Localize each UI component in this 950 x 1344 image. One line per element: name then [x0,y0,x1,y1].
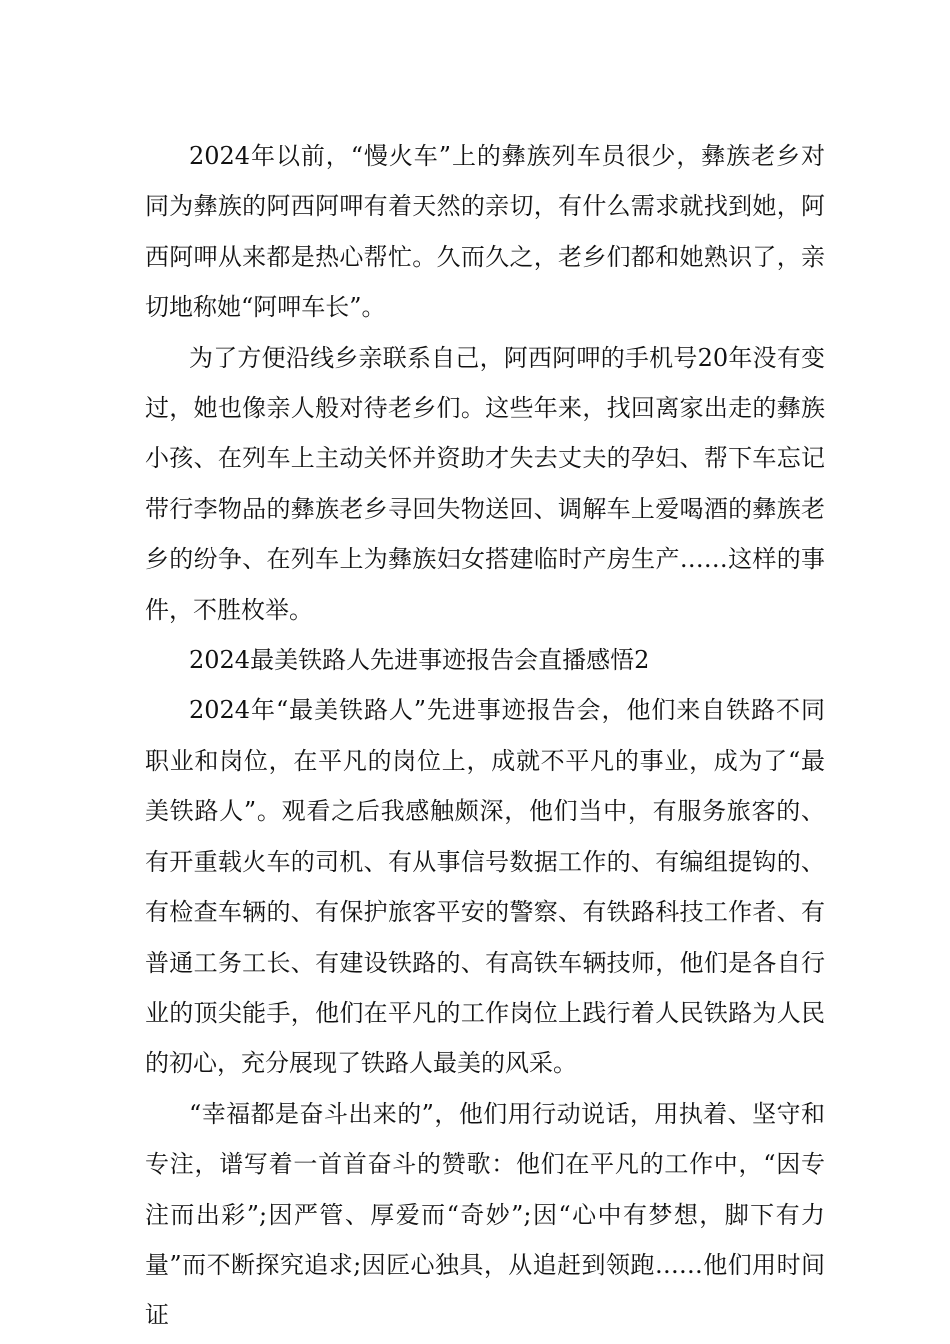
document-body [145,131,825,1341]
section-heading: 2024最美铁路人先进事迹报告会直播感悟2 [189,646,650,675]
paragraph-4: “幸福都是奋斗出来的”，他们用行动说话，用执着、坚守和专注，谱写着一首首奋斗的赞歌：他们在平凡的工作中，“因专注而出彩”;因严管、厚爱而“奇妙”;因“心中有梦想，脚下有力量”而不断探究追求;因匠心独具，从追赶到领跑……他们用时间证 [145,1099,825,1330]
paragraph-1: 2024年以前，“慢火车”上的彝族列车员很少，彝族老乡对同为彝族的阿西阿呷有着天然的亲切，有什么需求就找到她，阿西阿呷从来都是热心帮忙。久而久之，老乡们都和她熟识了，亲切地称她“阿呷车长”。 [145,142,825,322]
paragraph-2: 为了方便沿线乡亲联系自己，阿西阿呷的手机号20年没有变过，她也像亲人般对待老乡们。这些年来，找回离家出走的彝族小孩、在列车上主动关怀并资助才失去丈夫的孕妇、帮下车忘记带行李物品的彝族老乡寻回失物送回、调解车上爱喝酒的彝族老乡的纷争、在列车上为彝族妇女搭建临时产房生产……这样的事件，不胜枚举。 [145,343,825,624]
paragraph-3: 2024年“最美铁路人”先进事迹报告会，他们来自铁路不同职业和岗位，在平凡的岗位上，成就不平凡的事业，成为了“最美铁路人”。观看之后我感触颇深，他们当中，有服务旅客的、有开重载火车的司机、有从事信号数据工作的、有编组提钩的、有检查车辆的、有保护旅客平安的警察、有铁路科技工作者、有普通工务工长、有建设铁路的、有高铁车辆技师，他们是各自行业的顶尖能手，他们在平凡的工作岗位上践行着人民铁路为人民的初心，充分展现了铁路人最美的风采。 [145,696,825,1078]
